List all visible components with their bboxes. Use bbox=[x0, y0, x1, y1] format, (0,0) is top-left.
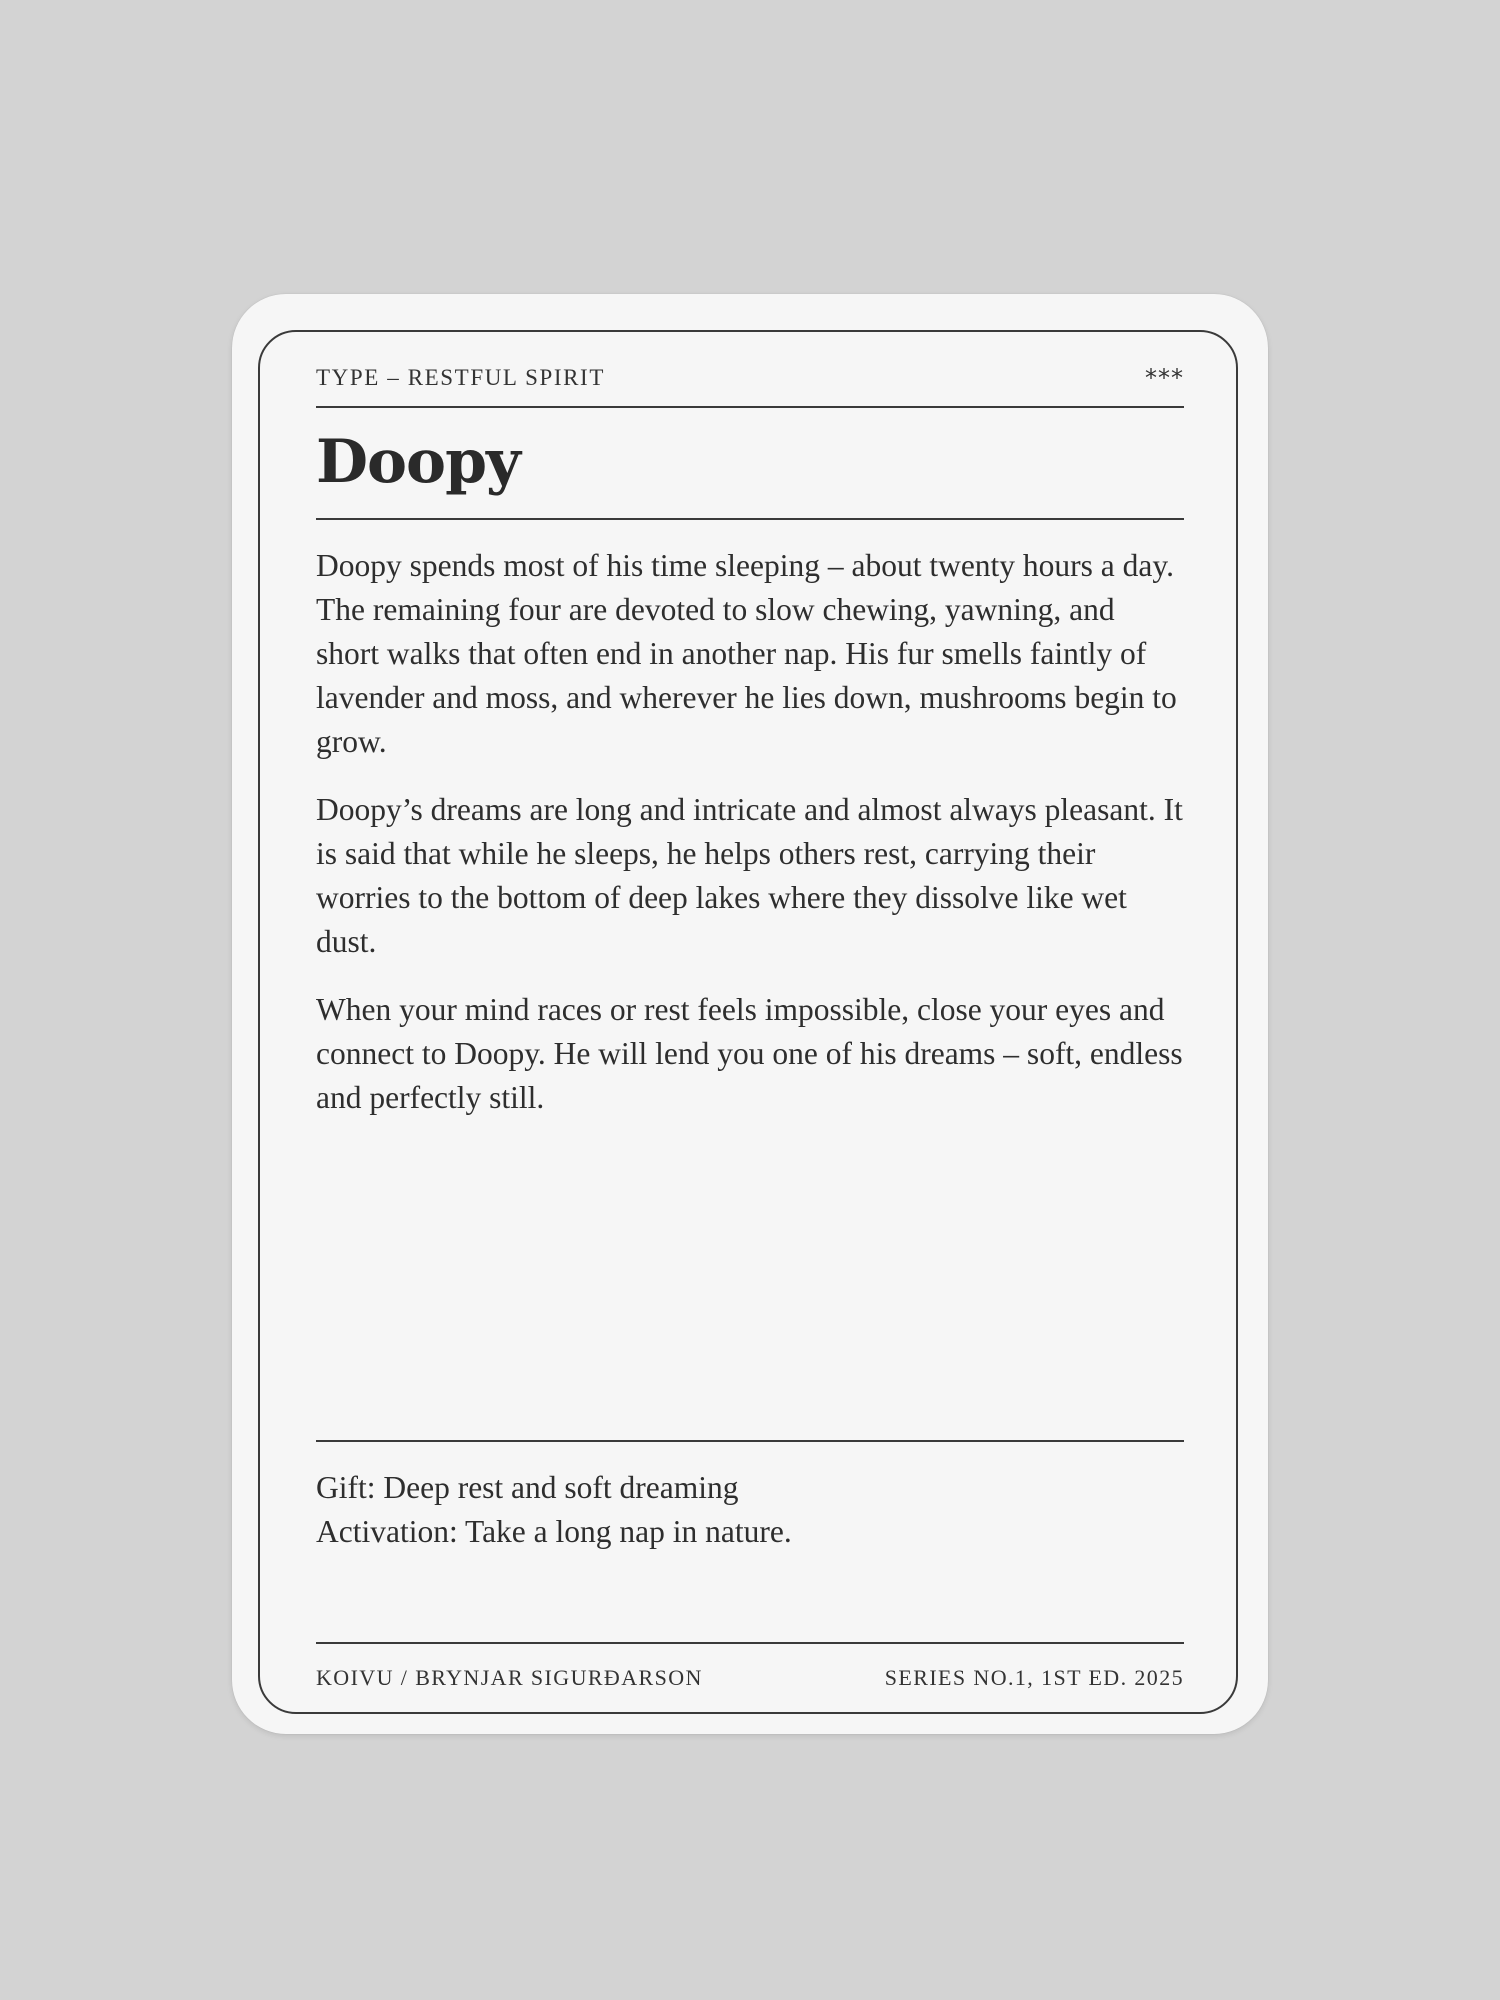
title-divider bbox=[316, 518, 1184, 520]
footer-credit: KOIVU / BRYNJAR SIGURÐARSON bbox=[316, 1665, 703, 1690]
footer-divider bbox=[316, 1642, 1184, 1644]
header-divider bbox=[316, 406, 1184, 408]
card-header bbox=[316, 358, 1184, 398]
spirit-card bbox=[232, 294, 1268, 1734]
activation-line: Activation: Take a long nap in nature. bbox=[316, 1514, 792, 1549]
card-title: Doopy bbox=[316, 427, 520, 497]
card-footer bbox=[316, 1658, 1184, 1698]
description-paragraph: Doopy’s dreams are long and intricate and almost always pleasant. It is said that while he sleeps, he helps others rest, carrying their worries to the bottom of deep lakes where they dissolve like wet dust. bbox=[316, 792, 1183, 959]
description-paragraph: Doopy spends most of his time sleeping – about twenty hours a day. The remaining four are devoted to slow chewing, yawning, and short walks that often end in another nap. His fur smells faintly of lavender and moss, and wherever he lies down, mushrooms begin to grow. bbox=[316, 548, 1177, 759]
gift-line: Gift: Deep rest and soft dreaming bbox=[316, 1470, 739, 1505]
rating-stars: *** bbox=[1145, 364, 1184, 392]
card-type-label: TYPE – RESTFUL SPIRIT bbox=[316, 365, 605, 390]
meta-divider bbox=[316, 1440, 1184, 1442]
card-meta bbox=[316, 1466, 1184, 1554]
footer-edition: SERIES NO.1, 1ST ED. 2025 bbox=[884, 1665, 1184, 1690]
card-description bbox=[316, 544, 1184, 1144]
description-paragraph: When your mind races or rest feels impossible, close your eyes and connect to Doopy. He will lend you one of his dreams – soft, endless and perfectly still. bbox=[316, 992, 1183, 1115]
